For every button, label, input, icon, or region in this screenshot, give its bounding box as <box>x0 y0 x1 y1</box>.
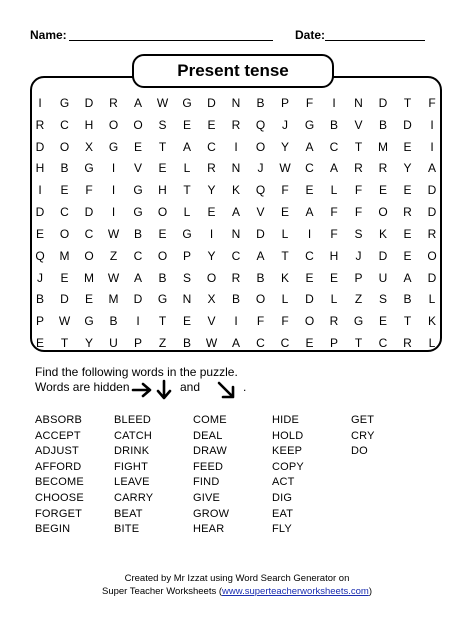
grid-cell: A <box>231 205 240 220</box>
grid-cell: M <box>84 270 94 285</box>
grid-cell: O <box>133 117 143 132</box>
word-item: FLY <box>272 523 292 536</box>
grid-cell: A <box>133 96 142 110</box>
grid-cell: H <box>35 161 45 176</box>
grid-cell: M <box>378 139 388 154</box>
grid-cell: U <box>378 270 388 285</box>
grid-cell: N <box>354 96 363 110</box>
grid-cell: R <box>231 270 241 285</box>
grid-cell: W <box>205 336 218 350</box>
word-item: KEEP <box>272 445 303 458</box>
grid-cell: S <box>158 117 167 132</box>
grid-cell: G <box>182 226 192 241</box>
grid-cell: B <box>60 161 69 176</box>
grid-cell: T <box>60 336 69 350</box>
grid-cell: T <box>354 336 363 350</box>
grid-cell: D <box>427 270 437 285</box>
grid-cell: Y <box>207 183 216 198</box>
word-item: CATCH <box>114 429 153 442</box>
grid-cell: C <box>280 336 290 350</box>
grid-cell: L <box>330 183 338 198</box>
grid-cell: R <box>403 336 412 350</box>
grid-cell: B <box>378 117 387 132</box>
grid-cell: E <box>182 117 191 132</box>
grid-cell: J <box>257 161 264 176</box>
grid-cell: G <box>353 314 364 329</box>
grid-cell: F <box>330 205 338 220</box>
grid-cell: E <box>305 183 314 198</box>
grid-cell: E <box>84 292 93 307</box>
grid-cell: E <box>35 336 44 350</box>
grid-cell: C <box>60 117 69 132</box>
credit-suffix: ) <box>368 586 372 597</box>
grid-cell: B <box>133 226 142 241</box>
word-column <box>35 413 84 538</box>
grid-cell: O <box>255 292 266 307</box>
word-item: FIND <box>193 476 220 489</box>
grid-cell: B <box>231 292 240 307</box>
name-field[interactable] <box>69 40 273 41</box>
grid-cell: J <box>37 270 43 285</box>
grid-cell: E <box>403 226 412 241</box>
instructions-line-2-prefix: Words are hidden <box>35 380 130 394</box>
grid-cell: G <box>304 117 315 132</box>
credit-link[interactable]: www.superteacherworksheets.com <box>222 586 369 597</box>
word-search-grid <box>35 96 437 350</box>
grid-cell: E <box>60 270 69 285</box>
grid-cell: F <box>305 96 314 110</box>
word-item: GROW <box>193 507 230 520</box>
grid-cell: T <box>158 314 167 329</box>
grid-cell: T <box>354 139 363 154</box>
grid-cell: I <box>136 314 140 329</box>
grid-cell: P <box>182 248 191 263</box>
grid-cell: O <box>59 226 70 241</box>
word-item: ACCEPT <box>35 429 81 442</box>
grid-cell: O <box>108 117 119 132</box>
grid-cell: W <box>279 161 291 176</box>
grid-cell: Y <box>84 336 93 350</box>
grid-cell: F <box>354 205 363 220</box>
word-item: COME <box>193 414 227 426</box>
grid-cell: D <box>133 292 143 307</box>
arrow-down-icon <box>153 379 175 401</box>
instructions-period: . <box>243 380 247 394</box>
grid-cell: R <box>207 161 216 176</box>
grid-cell: E <box>207 117 216 132</box>
date-field[interactable] <box>325 40 425 41</box>
grid-cell: F <box>281 314 289 329</box>
grid-cell: Y <box>403 161 412 176</box>
grid-cell: D <box>378 248 388 263</box>
grid-cell: E <box>305 336 314 350</box>
word-item: BLEED <box>114 414 152 426</box>
grid-cell: P <box>329 336 338 350</box>
word-item: CARRY <box>114 491 154 504</box>
grid-cell: I <box>332 96 336 110</box>
grid-cell: C <box>329 139 339 154</box>
grid-cell: A <box>427 161 436 176</box>
page-title: Present tense <box>132 54 334 88</box>
grid-cell: E <box>182 314 191 329</box>
grid-cell: E <box>60 183 69 198</box>
instructions-line-1: Find the following words in the puzzle. <box>35 365 238 379</box>
grid-cell: S <box>354 226 363 241</box>
grid-cell: J <box>282 117 288 132</box>
grid-cell: T <box>281 248 289 263</box>
grid-cell: F <box>354 183 363 198</box>
grid-cell: E <box>403 139 412 154</box>
word-item: DRINK <box>114 445 150 458</box>
word-column <box>272 413 304 538</box>
grid-cell: O <box>84 248 94 263</box>
grid-cell: Z <box>109 248 118 263</box>
grid-cell: M <box>59 248 70 263</box>
word-item: BITE <box>114 523 140 536</box>
grid-cell: C <box>133 248 143 263</box>
grid-cell: D <box>60 292 69 307</box>
grid-cell: F <box>428 96 436 110</box>
grid-cell: B <box>182 336 191 350</box>
instructions-and: and <box>180 380 201 394</box>
grid-cell: W <box>156 96 169 110</box>
grid-cell: E <box>403 183 412 198</box>
word-item: LEAVE <box>114 476 150 489</box>
grid-cell: D <box>35 139 45 154</box>
grid-cell: A <box>305 205 314 220</box>
grid-cell: E <box>207 205 216 220</box>
grid-cell: B <box>158 270 167 285</box>
word-item: CHOOSE <box>35 491 84 504</box>
grid-cell: H <box>158 183 167 198</box>
grid-cell: R <box>427 226 437 241</box>
grid-cell: C <box>305 161 314 176</box>
grid-cell: N <box>231 161 241 176</box>
grid-cell: F <box>256 314 265 329</box>
word-item: DIG <box>272 491 293 504</box>
grid-cell: L <box>281 292 289 307</box>
grid-cell: O <box>304 314 315 329</box>
grid-cell: Q <box>255 183 266 198</box>
word-item: ADJUST <box>35 445 79 458</box>
grid-cell: K <box>427 314 436 329</box>
grid-cell: Q <box>255 117 266 132</box>
grid-cell: F <box>281 183 289 198</box>
grid-cell: G <box>84 161 94 176</box>
grid-cell: I <box>111 205 116 220</box>
word-item: FEED <box>193 460 224 473</box>
word-item: FIGHT <box>114 460 148 473</box>
grid-cell: L <box>428 336 436 350</box>
grid-cell: B <box>329 117 338 132</box>
grid-cell: G <box>133 183 143 198</box>
grid-cell: O <box>206 270 217 285</box>
arrow-right-icon <box>131 379 153 401</box>
grid-cell: I <box>234 314 238 329</box>
grid-cell: D <box>378 96 388 110</box>
grid-cell: L <box>183 161 191 176</box>
grid-cell: E <box>378 183 387 198</box>
grid-cell: P <box>354 270 363 285</box>
grid-cell: I <box>111 161 116 176</box>
grid-cell: Q <box>35 248 45 263</box>
grid-cell: S <box>378 292 387 307</box>
grid-cell: E <box>280 205 289 220</box>
grid-cell: E <box>158 161 167 176</box>
grid-cell: C <box>231 248 241 263</box>
grid-cell: C <box>378 336 388 350</box>
date-label: Date: <box>295 28 326 42</box>
grid-cell: A <box>403 270 412 285</box>
grid-cell: O <box>157 248 168 263</box>
grid-cell: Y <box>280 139 289 154</box>
grid-cell: F <box>330 226 338 241</box>
grid-cell: O <box>378 205 388 220</box>
grid-cell: W <box>107 270 120 285</box>
grid-cell: A <box>133 270 142 285</box>
word-item: BEGIN <box>35 523 71 536</box>
grid-cell: G <box>133 205 143 220</box>
grid-cell: D <box>305 292 314 307</box>
word-item: AFFORD <box>35 460 82 473</box>
grid-cell: D <box>256 226 265 241</box>
grid-cell: I <box>111 183 116 198</box>
grid-cell: C <box>84 226 94 241</box>
grid-cell: N <box>231 96 241 110</box>
grid-cell: E <box>403 248 412 263</box>
grid-cell: R <box>35 117 45 132</box>
grid-cell: W <box>58 314 71 329</box>
grid-cell: I <box>430 117 434 132</box>
grid-cell: E <box>329 270 338 285</box>
grid-cell: H <box>329 248 339 263</box>
grid-cell: L <box>183 205 191 220</box>
grid-cell: E <box>158 226 167 241</box>
grid-cell: D <box>403 117 412 132</box>
name-label: Name: <box>30 28 67 42</box>
grid-cell: O <box>157 205 168 220</box>
grid-cell: N <box>182 292 192 307</box>
grid-cell: A <box>305 139 314 154</box>
grid-cell: O <box>427 248 437 263</box>
grid-cell: I <box>430 139 434 154</box>
word-column <box>351 413 375 460</box>
word-item: HEAR <box>193 523 225 536</box>
grid-cell: D <box>427 205 437 220</box>
word-item: ACT <box>272 476 295 489</box>
word-item: BECOME <box>35 476 84 489</box>
word-item: CRY <box>351 429 375 442</box>
grid-cell: I <box>38 96 42 110</box>
grid-cell: C <box>256 336 265 350</box>
grid-cell: R <box>403 205 412 220</box>
grid-cell: T <box>403 96 412 110</box>
grid-cell: D <box>84 96 94 110</box>
grid-cell: E <box>35 226 44 241</box>
grid-cell: O <box>59 139 70 154</box>
grid-cell: G <box>157 292 168 307</box>
grid-cell: I <box>307 226 312 241</box>
grid-cell: J <box>355 248 362 263</box>
grid-cell: R <box>109 96 118 110</box>
grid-cell: V <box>207 314 216 329</box>
grid-cell: C <box>60 205 69 220</box>
grid-cell: R <box>231 117 241 132</box>
grid-cell: B <box>403 292 412 307</box>
grid-cell: A <box>329 161 338 176</box>
grid-cell: G <box>108 139 119 154</box>
grid-cell: C <box>207 139 216 154</box>
credit-line-1: Created by Mr Izzat using Word Search Generator on <box>124 573 350 584</box>
grid-cell: A <box>182 139 191 154</box>
word-item: DEAL <box>193 429 223 442</box>
grid-cell: I <box>209 226 214 241</box>
grid-cell: L <box>428 292 436 307</box>
grid-cell: E <box>378 314 387 329</box>
grid-cell: D <box>84 205 94 220</box>
grid-cell: Z <box>158 336 167 350</box>
grid-cell: C <box>305 248 314 263</box>
grid-cell: T <box>183 183 191 198</box>
grid-cell: Y <box>207 248 216 263</box>
grid-cell: E <box>305 270 314 285</box>
grid-cell: D <box>427 183 437 198</box>
word-item: GET <box>351 414 375 426</box>
grid-cell: R <box>329 314 339 329</box>
grid-cell: S <box>182 270 191 285</box>
grid-cell: V <box>354 117 363 132</box>
grid-cell: V <box>133 161 142 176</box>
word-column <box>193 413 229 538</box>
grid-cell: T <box>403 314 412 329</box>
grid-cell: G <box>182 96 192 110</box>
grid-cell: R <box>378 161 388 176</box>
grid-cell: I <box>234 139 238 154</box>
word-item: DO <box>351 445 368 458</box>
grid-cell: H <box>84 117 94 132</box>
word-item: COPY <box>272 460 304 473</box>
word-item: BEAT <box>114 507 143 520</box>
grid-cell: G <box>84 314 94 329</box>
grid-cell: X <box>207 292 216 307</box>
grid-cell: B <box>109 314 118 329</box>
word-item: ABSORB <box>35 414 83 426</box>
credit-line-2 <box>0 586 474 597</box>
word-item: HIDE <box>272 414 300 426</box>
grid-cell: F <box>85 183 93 198</box>
grid-cell: T <box>158 139 167 154</box>
arrow-diagonal-down-right-icon <box>215 379 237 401</box>
grid-cell: L <box>330 292 338 307</box>
grid-cell: B <box>35 292 44 307</box>
grid-cell: N <box>231 226 241 241</box>
word-item: HOLD <box>272 429 304 442</box>
word-item: EAT <box>272 507 294 520</box>
grid-cell: A <box>231 336 240 350</box>
grid-cell: I <box>38 183 42 198</box>
grid-cell: V <box>256 205 265 220</box>
word-item: GIVE <box>193 491 221 504</box>
grid-cell: E <box>133 139 142 154</box>
grid-cell: P <box>35 314 44 329</box>
grid-cell: K <box>280 270 289 285</box>
grid-cell: X <box>84 139 93 154</box>
grid-cell: D <box>35 205 45 220</box>
credit-prefix: Super Teacher Worksheets ( <box>101 586 223 597</box>
grid-cell: B <box>256 270 265 285</box>
grid-cell: Z <box>354 292 363 307</box>
grid-cell: U <box>109 336 118 350</box>
grid-cell: B <box>256 96 265 110</box>
word-item: FORGET <box>35 507 83 520</box>
grid-cell: R <box>354 161 363 176</box>
word-item: DRAW <box>193 445 227 458</box>
grid-cell: G <box>59 96 70 110</box>
grid-cell: K <box>378 226 387 241</box>
grid-cell: O <box>255 139 266 154</box>
word-column <box>114 413 153 538</box>
grid-cell: W <box>107 226 120 241</box>
grid-cell: M <box>108 292 119 307</box>
grid-cell: L <box>281 226 289 241</box>
grid-cell: A <box>256 248 265 263</box>
grid-cell: K <box>231 183 240 198</box>
grid-cell: P <box>280 96 289 110</box>
grid-cell: D <box>207 96 216 110</box>
grid-cell: P <box>133 336 142 350</box>
